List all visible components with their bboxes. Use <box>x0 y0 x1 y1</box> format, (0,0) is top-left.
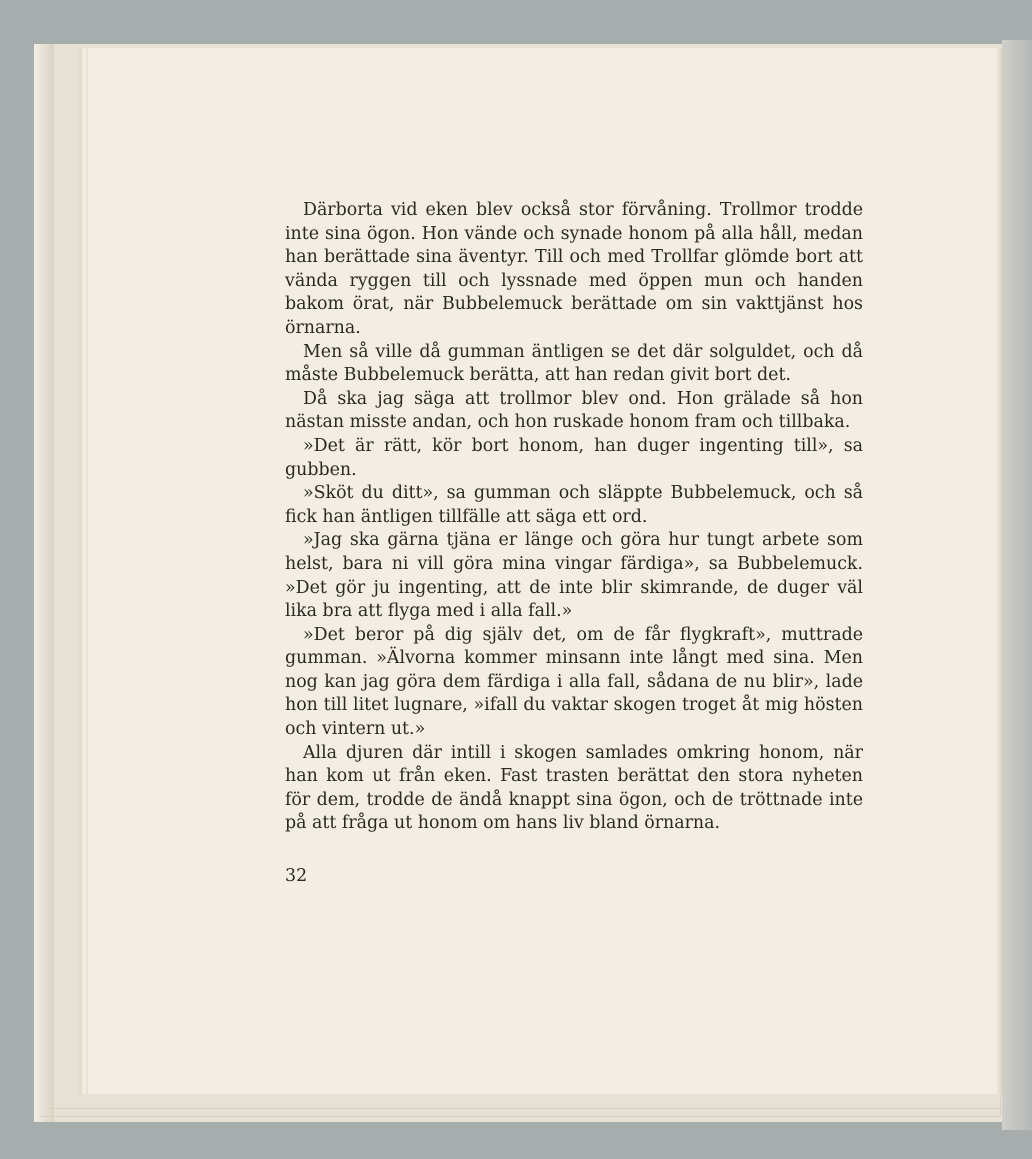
paragraph: Alla djuren där intill i skogen samlades omkring honom, när han kom ut från eken. Fast trasten berättat den stora nyheten för dem, trodde de ändå knappt sina ögon, och de tröttnade inte på att fråga ut honom om hans liv bland örnarna. <box>285 742 863 834</box>
page-number: 32 <box>285 866 308 886</box>
paragraph: Men så ville då gumman äntligen se det där solguldet, och då måste Bubbelemuck berätta, att han redan givit bort det. <box>285 341 863 386</box>
paragraph: »Det är rätt, kör bort honom, han duger ingenting till», sa gubben. <box>285 435 863 480</box>
body-text <box>285 199 863 836</box>
paragraph: »Jag ska gärna tjäna er länge och göra hur tungt arbete som helst, bara ni vill göra mina vingar färdiga», sa Bubbelemuck. »Det gör ju ingenting, att de inte blir skimrande, de duger väl lika bra att flyga med i alla fall.» <box>285 530 863 622</box>
paragraph: »Sköt du ditt», sa gumman och släppte Bubbelemuck, och så fick han äntligen tillfälle att säga ett ord. <box>285 483 863 527</box>
paragraph: Då ska jag säga att trollmor blev ond. Hon grälade så hon nästan misste andan, och hon ruskade honom fram och tillbaka. <box>285 388 863 433</box>
paragraph: Därborta vid eken blev också stor förvåning. Trollmor trodde inte sina ögon. Hon vände och synade honom på alla håll, medan han berättade sina äventyr. Till och med Trollfar glömde bort att vända ryggen till och lyssnade med öppen mun och handen bakom örat, när Bubbelemuck berättade om sin vakttjänst hos örnarna. <box>285 200 863 338</box>
cover-right-edge <box>1002 40 1032 1130</box>
paragraph: »Det beror på dig själv det, om de får flygkraft», muttrade gumman. »Älvorna kommer minsann inte långt med sina. Men nog kan jag göra dem färdiga i alla fall, sådana de nu blir», lade hon till litet lugnare, »ifall du vaktar skogen troget åt mig hösten och vintern ut.» <box>285 624 863 740</box>
page-gutter <box>996 48 1004 1094</box>
book-page <box>88 48 1004 1094</box>
